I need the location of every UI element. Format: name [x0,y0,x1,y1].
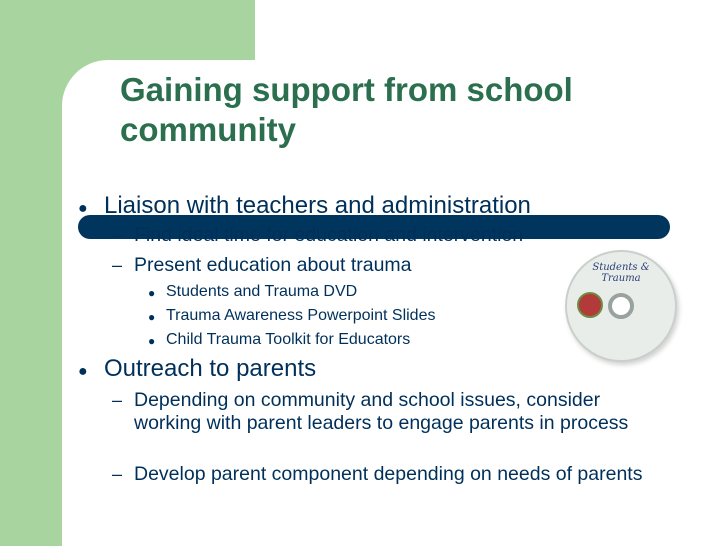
slide-title: Gaining support from school community [120,71,573,148]
sub-bullet-text: Develop parent component depending on needs of parents [134,463,643,485]
bullet-text: Liaison with teachers and administration [104,192,531,219]
sub-bullet-present-education [112,254,552,277]
dvd-emblem-icon [577,292,603,318]
sub-bullet-parent-component [112,463,662,486]
dvd-hole-icon [608,293,634,319]
bullet-dot-icon: ● [148,286,156,300]
bullet-text: Outreach to parents [104,355,317,382]
dash-icon: – [112,225,123,245]
dvd-label: Students & Trauma [592,262,650,284]
sub-bullet-depending [112,389,662,435]
sub-bullet-text: Present education about trauma [134,254,412,276]
bullet-dot-icon: ● [78,200,88,217]
dash-icon: – [112,464,123,484]
bullet-dot-icon: ● [148,310,156,324]
dvd-disc-image [565,250,677,362]
sub-sub-bullet-toolkit [148,329,548,351]
sub-bullet-text: Depending on community and school issues, consider working with parent leaders to engage parents in process [134,389,629,434]
bullet-outreach [78,355,478,383]
bullet-dot-icon: ● [78,363,88,380]
dash-icon: – [112,390,123,410]
sub-sub-bullet-text: Students and Trauma DVD [166,283,358,300]
sub-sub-bullet-text: Child Trauma Toolkit for Educators [166,331,411,348]
sub-sub-bullet-slides [148,305,548,327]
sub-sub-bullet-dvd [148,281,548,303]
bullet-dot-icon: ● [148,334,156,348]
sub-bullet-ideal-time [112,224,642,247]
sub-bullet-text: Find ideal time for education and intervention [134,224,524,246]
dash-icon: – [112,255,123,275]
sub-sub-bullet-text: Trauma Awareness Powerpoint Slides [166,307,436,324]
bullet-liaison [78,192,638,220]
